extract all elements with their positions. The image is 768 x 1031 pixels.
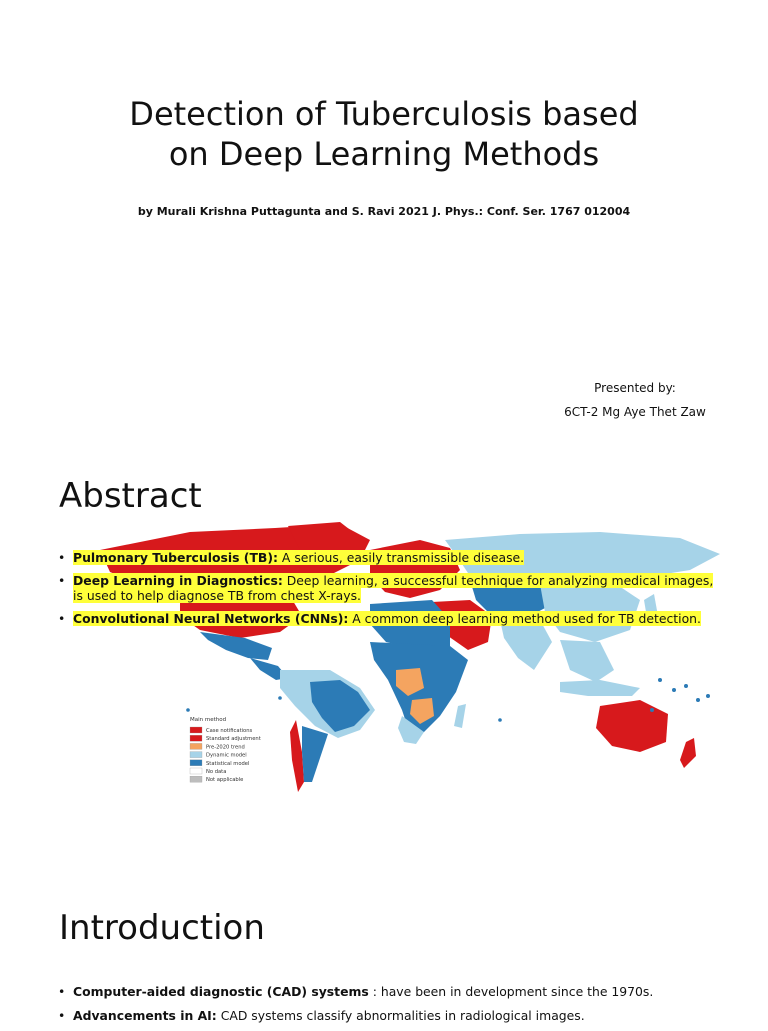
map-argentina [302, 726, 328, 782]
introduction-heading: Introduction [59, 908, 265, 948]
map-australia [596, 700, 668, 752]
legend-swatch [190, 776, 202, 782]
slide-title [0, 94, 768, 174]
map-chile [290, 720, 304, 792]
legend-swatch [190, 735, 202, 741]
map-madagascar [454, 704, 466, 728]
presenter-name: 6CT-2 Mg Aye Thet Zaw [564, 405, 706, 419]
bullet-text: A common deep learning method used for TB detection. [348, 611, 701, 626]
title-line-2: on Deep Learning Methods [168, 135, 600, 173]
legend-swatch [190, 743, 202, 749]
abstract-bullet [58, 611, 718, 626]
bullet-text: : have been in development since the 1970s. [368, 984, 654, 999]
bullet-text: A serious, easily transmissible disease. [277, 550, 525, 565]
legend-title: Main method [190, 717, 227, 723]
bullet-term: Advancements in AI: [73, 1008, 217, 1023]
author-byline: by Murali Krishna Puttagunta and S. Ravi 2021 J. Phys.: Conf. Ser. 1767 012004 [137, 205, 631, 218]
legend-label: Not applicable [206, 777, 244, 784]
bullet-term: Convolutional Neural Networks (CNNs): [73, 611, 349, 626]
abstract-bullet [58, 573, 718, 603]
legend-label: Dynamic model [206, 752, 247, 759]
legend-swatch [190, 752, 202, 758]
abstract-bullet-list [58, 550, 718, 634]
abstract-bullet [58, 550, 718, 565]
legend-label: Pre-2020 trend [206, 744, 245, 751]
bullet-term: Computer-aided diagnostic (CAD) systems [73, 984, 369, 999]
title-line-1: Detection of Tuberculosis based [129, 95, 639, 133]
bullet-term: Deep Learning in Diagnostics: [73, 573, 283, 588]
legend-label: Statistical model [206, 760, 250, 767]
map-southeast-asia [560, 640, 614, 682]
introduction-bullet [58, 984, 718, 999]
legend-label: Case notifications [206, 728, 253, 734]
abstract-heading: Abstract [59, 476, 202, 516]
map-indonesia [560, 680, 640, 696]
map-legend [190, 717, 261, 783]
bullet-term: Pulmonary Tuberculosis (TB): [73, 550, 278, 565]
bullet-text: CAD systems classify abnormalities in radiological images. [216, 1008, 585, 1023]
introduction-bullet [58, 1008, 718, 1023]
map-new-zealand [680, 738, 696, 768]
legend-swatch [190, 727, 202, 733]
bullet-text: Deep learning, a successful technique for analyzing medical images, is used to help diagnose TB from chest X-rays. [73, 573, 714, 603]
legend-label: No data [206, 769, 227, 775]
legend-swatch [190, 768, 202, 774]
legend-swatch [190, 760, 202, 766]
presented-by-label: Presented by: [594, 381, 676, 395]
legend-label: Standard adjustment [206, 736, 261, 743]
